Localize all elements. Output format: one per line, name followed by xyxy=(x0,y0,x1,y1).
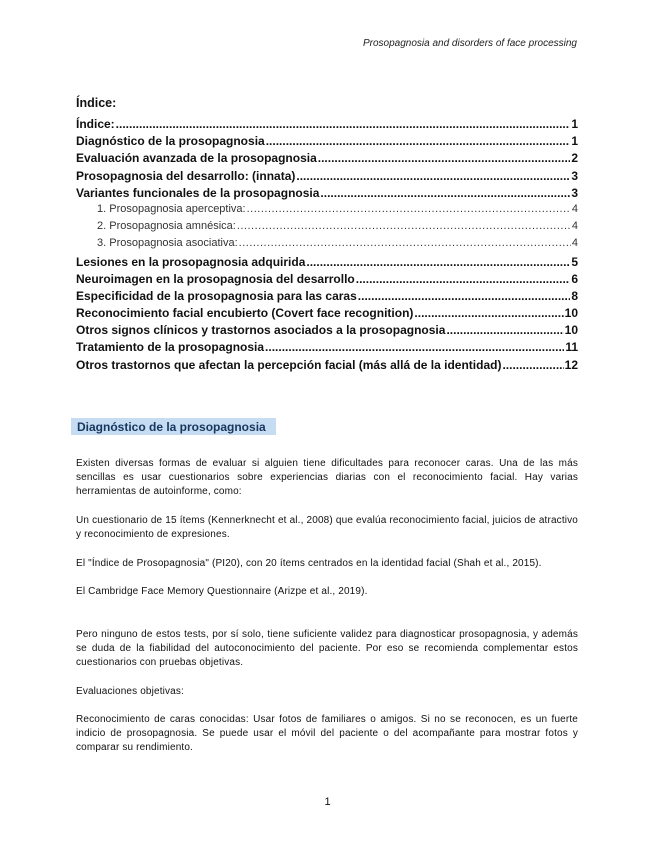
toc-entry-title: Diagnóstico de la prosopagnosia xyxy=(76,134,265,149)
section-heading: Diagnóstico de la prosopagnosia xyxy=(71,418,276,435)
toc-entry-page: 4 xyxy=(571,220,578,233)
toc-entry-title: 2. Prosopagnosia amnésica: xyxy=(97,220,236,233)
toc-dot-leader xyxy=(265,340,564,354)
toc-entry-page: 3 xyxy=(571,185,578,200)
toc-dot-leader xyxy=(502,358,563,372)
toc-entry[interactable] xyxy=(76,134,578,151)
body-paragraph: Un cuestionario de 15 ítems (Kennerknecht et al., 2008) que evalúa reconocimiento facial, juicios de atractivo y reconocimiento de expresiones. xyxy=(76,515,578,540)
toc-dot-leader xyxy=(320,186,570,200)
toc-entry[interactable] xyxy=(76,255,578,272)
toc-entry[interactable] xyxy=(76,151,578,168)
toc-entry[interactable] xyxy=(76,169,578,186)
toc-entry[interactable] xyxy=(76,323,578,340)
toc-entry-page: 10 xyxy=(564,306,578,321)
body-paragraph: El "Índice de Prosopagnosia" (PI20), con 20 ítems centrados en la identidad facial (Shah et al., 2015). xyxy=(76,558,542,569)
toc-entry-title: 1. Prosopagnosia aperceptiva: xyxy=(97,202,246,215)
toc-dot-leader xyxy=(116,117,571,131)
toc-heading: Índice: xyxy=(76,96,117,110)
toc-dot-leader xyxy=(446,323,563,337)
page-number: 1 xyxy=(324,796,331,808)
toc-entry-title: 3. Prosopagnosia asociativa: xyxy=(97,237,238,250)
toc-entry-title: Prosopagnosia del desarrollo: (innata) xyxy=(76,168,296,183)
body-paragraph: Pero ninguno de estos tests, por sí solo, tiene suficiente validez para diagnosticar prosopagnosia, y además se duda de la fiabilidad del autoconocimiento del paciente. Por eso se recomienda complementar estos cuestionarios con pruebas objetivas. xyxy=(76,629,578,668)
toc-subentry[interactable] xyxy=(76,220,578,237)
table-of-contents xyxy=(76,117,578,375)
toc-entry-page: 8 xyxy=(571,288,578,303)
toc-entry-title: Neuroimagen en la prosopagnosia del desarrollo xyxy=(76,271,355,286)
toc-entry-page: 12 xyxy=(564,357,578,372)
toc-subentry[interactable] xyxy=(76,237,578,254)
toc-dot-leader xyxy=(239,237,571,249)
toc-entry-page: 4 xyxy=(571,202,578,215)
toc-entry-page: 4 xyxy=(571,237,578,250)
toc-entry-page: 2 xyxy=(571,151,578,166)
toc-dot-leader xyxy=(358,289,571,303)
toc-entry[interactable] xyxy=(76,289,578,306)
toc-entry-title: Reconocimiento facial encubierto (Covert face recognition) xyxy=(76,306,414,321)
toc-dot-leader xyxy=(266,134,571,148)
toc-entry-page: 1 xyxy=(571,117,578,131)
body-paragraph: Existen diversas formas de evaluar si alguien tiene dificultades para reconocer caras. Una de las más sencillas es usar cuestionarios sobre experiencias diarias con el reconocimiento facial. Hay varias herramientas de autoinforme, como: xyxy=(76,458,578,497)
toc-entry-title: Tratamiento de la prosopagnosia xyxy=(76,340,265,355)
toc-entry-page: 1 xyxy=(571,134,578,149)
body-paragraph: Evaluaciones objetivas: xyxy=(76,686,184,697)
toc-entry-page: 3 xyxy=(571,168,578,183)
toc-dot-leader xyxy=(306,255,570,269)
toc-entry[interactable] xyxy=(76,186,578,203)
toc-subentry[interactable] xyxy=(76,203,578,220)
toc-dot-leader xyxy=(414,306,563,320)
toc-entry[interactable] xyxy=(76,306,578,323)
toc-entry[interactable] xyxy=(76,272,578,289)
toc-entry-title: Especificidad de la prosopagnosia para las caras xyxy=(76,288,357,303)
toc-entry-page: 6 xyxy=(571,271,578,286)
toc-dot-leader xyxy=(318,151,571,165)
toc-entry-title: Otros signos clínicos y trastornos asociados a la prosopagnosia xyxy=(76,323,446,338)
toc-entry-title: Otros trastornos que afectan la percepción facial (más allá de la identidad) xyxy=(76,357,502,372)
toc-entry[interactable] xyxy=(76,117,578,134)
body-paragraph: Reconocimiento de caras conocidas: Usar fotos de familiares o amigos. Si no se reconocen, es un fuerte indicio de prosopagnosia. Se puede usar el móvil del paciente o del acompañante para mostrar fotos y comparar su rendimiento. xyxy=(76,714,578,753)
toc-entry[interactable] xyxy=(76,340,578,357)
toc-entry[interactable] xyxy=(76,358,578,375)
toc-dot-leader xyxy=(356,272,571,286)
toc-dot-leader xyxy=(247,203,571,215)
body-paragraph: El Cambridge Face Memory Questionnaire (Arizpe et al., 2019). xyxy=(76,586,368,597)
toc-entry-title: Lesiones en la prosopagnosia adquirida xyxy=(76,254,306,269)
toc-entry-page: 10 xyxy=(564,323,578,338)
toc-dot-leader xyxy=(237,220,571,232)
toc-entry-page: 5 xyxy=(571,254,578,269)
toc-entry-title: Variantes funcionales de la prosopagnosia xyxy=(76,185,320,200)
toc-entry-page: 11 xyxy=(565,340,578,355)
running-header: Prosopagnosia and disorders of face processing xyxy=(362,38,577,49)
toc-dot-leader xyxy=(296,169,570,183)
toc-entry-title: Índice: xyxy=(76,117,115,131)
toc-entry-title: Evaluación avanzada de la prosopagnosia xyxy=(76,151,317,166)
